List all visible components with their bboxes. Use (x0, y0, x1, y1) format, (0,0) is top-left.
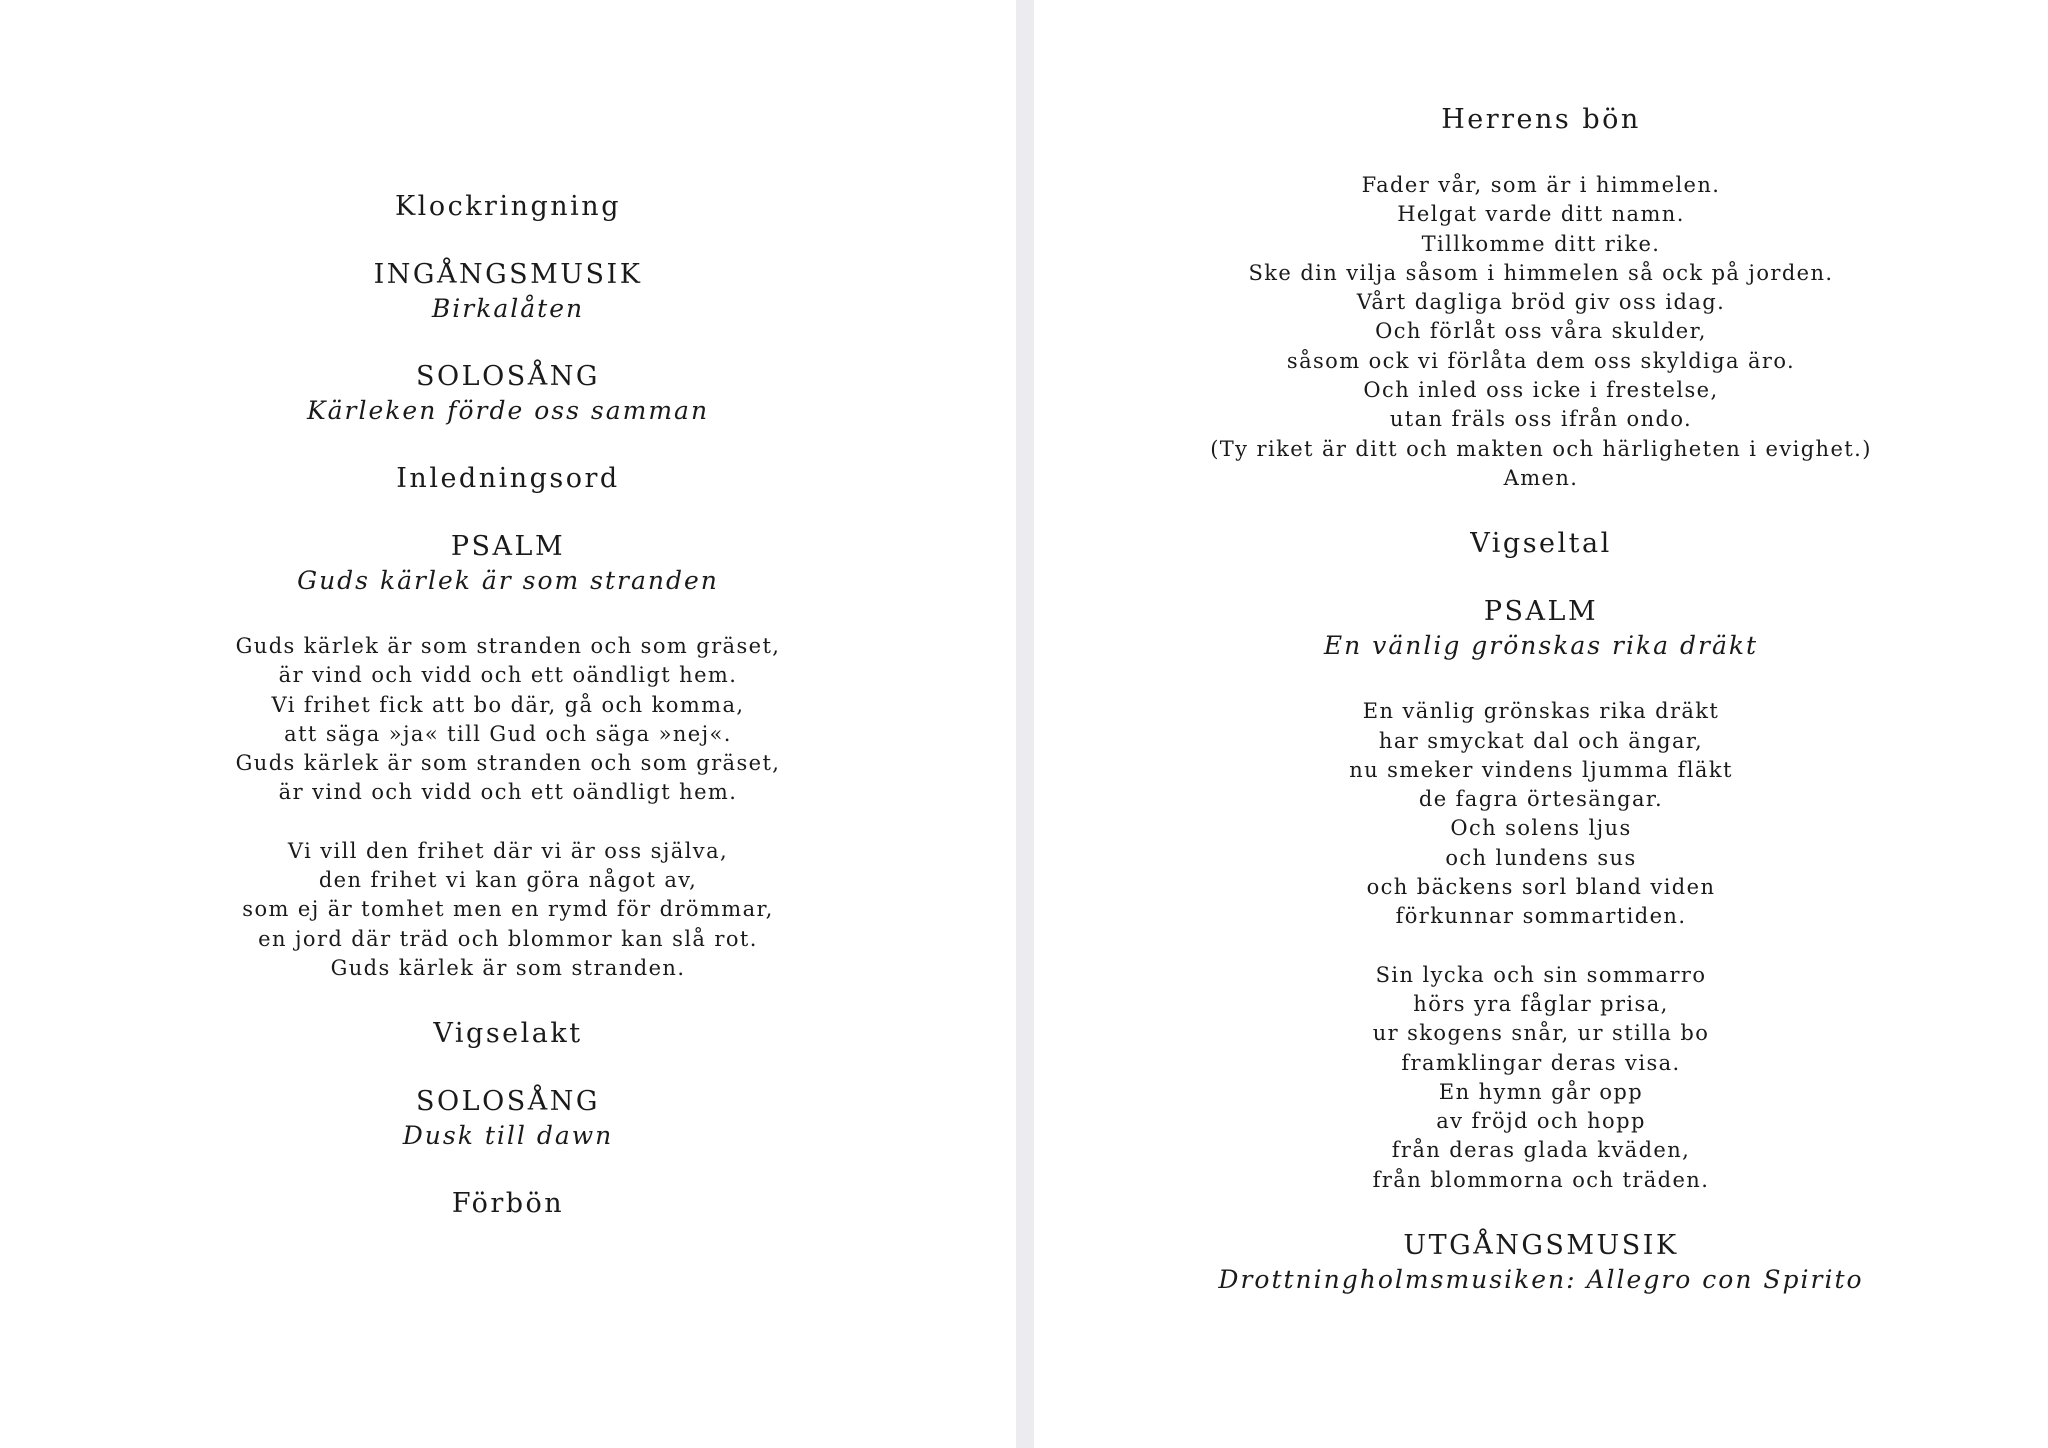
psalm-left-title: Guds kärlek är som stranden (297, 566, 719, 595)
inledningsord-heading: Inledningsord (396, 463, 620, 494)
solosang-2-section (0, 1085, 1016, 1153)
herrens-bon-text (1034, 171, 2048, 493)
verse-line: Sin lycka och sin sommarro (1375, 962, 1707, 987)
verse-line: nu smeker vindens ljumma fläkt (1349, 757, 1733, 782)
forbon-section (0, 1187, 1016, 1221)
vigseltal-heading: Vigseltal (1470, 528, 1612, 560)
verse-line: En vänlig grönskas rika dräkt (1362, 699, 1720, 724)
page-gutter (1016, 0, 1034, 1448)
verse-line: Guds kärlek är som stranden och som gräset, (235, 634, 781, 658)
forbon-heading: Förbön (451, 1188, 565, 1220)
psalm-right-verse-2 (1034, 961, 2048, 1195)
verse-line: från blommorna och träden. (1372, 1167, 1710, 1192)
utgangsmusik-heading: UTGÅNGSMUSIK (1403, 1230, 1679, 1262)
klockringning-section (0, 190, 1016, 224)
herrens-bon-heading-block (1034, 103, 2048, 137)
psalm-left-heading: PSALM (450, 531, 566, 562)
right-page (1034, 0, 2048, 1448)
prayer-line: (Ty riket är ditt och makten och härligheten i evighet.) (1210, 436, 1872, 461)
psalm-right-title: En vänlig grönskas rika dräkt (1323, 631, 1759, 661)
ingangsmusik-heading: INGÅNGSMUSIK (373, 259, 643, 290)
prayer-line: såsom ock vi förlåta dem oss skyldiga äro. (1286, 348, 1796, 373)
verse-line: förkunnar sommartiden. (1395, 904, 1687, 929)
verse-line: Och solens ljus (1450, 816, 1632, 841)
verse-line: en jord där träd och blommor kan slå rot. (258, 926, 758, 951)
prayer-line: Ske din vilja såsom i himmelen så ock på jorden. (1248, 260, 1834, 285)
verse-line: Vi frihet fick att bo där, gå och komma, (271, 692, 745, 717)
solosang-1-title: Kärleken förde oss samman (306, 396, 710, 425)
verse-line: ur skogens snår, ur stilla bo (1372, 1021, 1710, 1046)
verse-line: Guds kärlek är som stranden. (330, 955, 686, 980)
prayer-line: Fader vår, som är i himmelen. (1361, 173, 1721, 197)
prayer-line: Amen. (1503, 465, 1579, 490)
verse-line: som ej är tomhet men en rymd för drömmar, (242, 897, 774, 922)
herrens-bon-heading: Herrens bön (1441, 104, 1641, 135)
verse-line: och lundens sus (1445, 845, 1637, 870)
vigseltal-section (1034, 527, 2048, 561)
klockringning-heading: Klockringning (395, 191, 621, 222)
psalm-right-verse-1 (1034, 697, 2048, 931)
solosang-1-section (0, 360, 1016, 428)
verse-line: framklingar deras visa. (1401, 1050, 1681, 1075)
right-program-column (1034, 103, 2048, 1331)
verse-line: är vind och vidd och ett oändligt hem. (278, 780, 738, 805)
left-page (0, 0, 1016, 1448)
verse-line: att säga »ja« till Gud och säga »nej«. (284, 721, 732, 746)
vigselakt-heading: Vigselakt (433, 1018, 583, 1050)
psalm-left-verse-2 (0, 837, 1016, 983)
verse-line: av fröjd och hopp (1436, 1109, 1646, 1134)
psalm-right-heading: PSALM (1483, 596, 1599, 628)
utgangsmusik-section (1034, 1229, 2048, 1297)
solosang-2-title: Dusk till dawn (402, 1121, 614, 1151)
verse-line: hörs yra fåglar prisa, (1413, 991, 1669, 1016)
prayer-line: Vårt dagliga bröd giv oss idag. (1356, 290, 1726, 315)
verse-line: från deras glada kväden, (1391, 1138, 1691, 1163)
psalm-left-section (0, 530, 1016, 598)
left-program-column (0, 190, 1016, 1255)
solosang-1-heading: SOLOSÅNG (416, 361, 600, 392)
verse-line: En hymn går opp (1438, 1079, 1644, 1104)
ingangsmusik-section (0, 258, 1016, 326)
utgangsmusik-title: Drottningholmsmusiken: Allegro con Spirito (1218, 1265, 1864, 1295)
verse-line: den frihet vi kan göra något av, (318, 868, 698, 893)
vigselakt-section (0, 1017, 1016, 1051)
prayer-line: Och inled oss icke i frestelse, (1363, 378, 1719, 403)
psalm-left-verse-1 (0, 632, 1016, 808)
psalm-right-section (1034, 595, 2048, 663)
prayer-line: Och förlåt oss våra skulder, (1375, 319, 1707, 344)
verse-line: Guds kärlek är som stranden och som gräset, (235, 751, 781, 776)
prayer-line: utan fräls oss ifrån ondo. (1389, 407, 1693, 432)
ingangsmusik-title: Birkalåten (431, 294, 585, 323)
verse-line: och bäckens sorl bland viden (1366, 875, 1716, 900)
prayer-line: Tillkomme ditt rike. (1421, 231, 1661, 256)
verse-line: har smyckat dal och ängar, (1378, 728, 1704, 753)
verse-line: Vi vill den frihet där vi är oss själva, (287, 838, 729, 863)
solosang-2-heading: SOLOSÅNG (416, 1086, 600, 1118)
prayer-line: Helgat varde ditt namn. (1397, 202, 1685, 227)
verse-line: de fagra örtesängar. (1418, 787, 1664, 812)
inledningsord-section (0, 462, 1016, 496)
verse-line: är vind och vidd och ett oändligt hem. (278, 663, 738, 688)
